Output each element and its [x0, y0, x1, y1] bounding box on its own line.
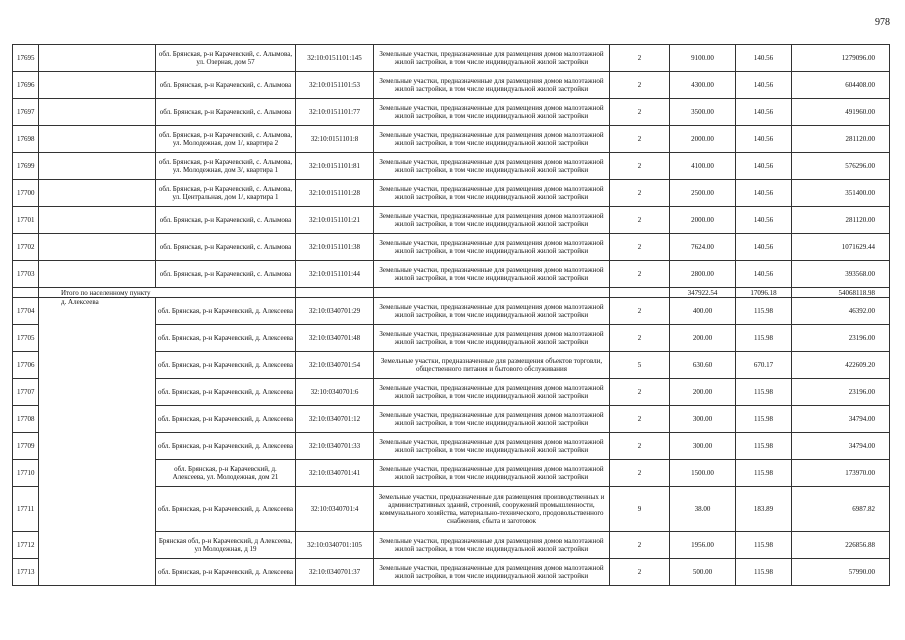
rate-cell: 115.98 [736, 298, 792, 325]
use-code-cell: 2 [610, 99, 670, 126]
cadastral-number-cell: 32:10:0151101:21 [296, 207, 374, 234]
area-cell: 300.00 [670, 406, 736, 433]
land-use-cell: Земельные участки, предназначенные для размещения домов малоэтажной жилой застройки, в том числе индивидуальной жилой застройки [374, 234, 610, 261]
rate-cell: 670.17 [736, 352, 792, 379]
cadastral-value-cell: 281120.00 [792, 126, 890, 153]
use-code-cell: 2 [610, 325, 670, 352]
total-empty-cell [296, 288, 374, 298]
table-row [13, 298, 890, 325]
rate-cell: 115.98 [736, 379, 792, 406]
table-body [13, 45, 890, 586]
land-use-cell: Земельные участки, предназначенные для размещения домов малоэтажной жилой застройки, в том числе индивидуальной жилой застройки [374, 261, 610, 288]
total-empty-cell [610, 288, 670, 298]
address-cell: обл. Брянская, р-н Карачевский, д. Алексеева, ул. Молодежная, дом 21 [156, 460, 296, 487]
address-cell: обл. Брянская, р-н Карачевский, д. Алексеева [156, 352, 296, 379]
row-number: 17709 [13, 433, 39, 460]
area-cell: 200.00 [670, 379, 736, 406]
land-use-cell: Земельные участки, предназначенные для размещения домов малоэтажной жилой застройки, в том числе индивидуальной жилой застройки [374, 180, 610, 207]
cadastral-value-cell: 1279096.00 [792, 45, 890, 72]
land-use-cell: Земельные участки, предназначенные для размещения домов малоэтажной жилой застройки, в том числе индивидуальной жилой застройки [374, 153, 610, 180]
cadastral-value-cell: 57990.00 [792, 559, 890, 586]
cadastral-number-cell: 32:10:0151101:145 [296, 45, 374, 72]
total-sum: 54068118.98 [792, 288, 890, 298]
cadastral-value-cell: 226856.88 [792, 532, 890, 559]
use-code-cell: 2 [610, 298, 670, 325]
land-use-cell: Земельные участки, предназначенные для размещения домов малоэтажной жилой застройки, в том числе индивидуальной жилой застройки [374, 406, 610, 433]
rate-cell: 115.98 [736, 406, 792, 433]
locality-cell [39, 180, 156, 207]
land-use-cell: Земельные участки, предназначенные для размещения объектов торговли, общественного питания и бытового обслуживания [374, 352, 610, 379]
cadastral-value-cell: 491960.00 [792, 99, 890, 126]
cadastral-value-cell: 576296.00 [792, 153, 890, 180]
use-code-cell: 2 [610, 406, 670, 433]
row-number: 17704 [13, 298, 39, 325]
locality-cell [39, 45, 156, 72]
cadastral-value-cell: 281120.00 [792, 207, 890, 234]
cadastral-number-cell: 32:10:0340701:54 [296, 352, 374, 379]
use-code-cell: 2 [610, 559, 670, 586]
locality-cell [39, 153, 156, 180]
page-number: 978 [875, 17, 890, 28]
land-use-cell: Земельные участки, предназначенные для размещения домов малоэтажной жилой застройки, в том числе индивидуальной жилой застройки [374, 532, 610, 559]
address-cell: обл. Брянская, р-н Карачевский, с. Алымова, ул. Озерная, дом 57 [156, 45, 296, 72]
row-number: 17711 [13, 487, 39, 532]
row-number: 17701 [13, 207, 39, 234]
total-empty-cell [374, 288, 610, 298]
use-code-cell: 5 [610, 352, 670, 379]
row-number: 17698 [13, 126, 39, 153]
use-code-cell: 2 [610, 126, 670, 153]
total-area: 347922.54 [670, 288, 736, 298]
area-cell: 2800.00 [670, 261, 736, 288]
cadastral-value-cell: 23196.00 [792, 325, 890, 352]
address-cell: обл. Брянская, р-н Карачевский, с. Алымова [156, 72, 296, 99]
table-row [13, 153, 890, 180]
row-number: 17713 [13, 559, 39, 586]
area-cell: 2000.00 [670, 207, 736, 234]
cadastral-number-cell: 32:10:0340701:41 [296, 460, 374, 487]
rate-cell: 115.98 [736, 532, 792, 559]
table-row [13, 45, 890, 72]
row-number: 17697 [13, 99, 39, 126]
address-cell: обл. Брянская, р-н Карачевский, с. Алымова [156, 261, 296, 288]
use-code-cell: 2 [610, 45, 670, 72]
cadastral-number-cell: 32:10:0340701:12 [296, 406, 374, 433]
area-cell: 500.00 [670, 559, 736, 586]
total-label: Итого по населенному пункту [39, 288, 296, 298]
locality-cell [39, 261, 156, 288]
address-cell: обл. Брянская, р-н Карачевский, д. Алексеева [156, 406, 296, 433]
table-row [13, 207, 890, 234]
land-use-cell: Земельные участки, предназначенные для размещения домов малоэтажной жилой застройки, в том числе индивидуальной жилой застройки [374, 72, 610, 99]
land-use-cell: Земельные участки, предназначенные для размещения домов малоэтажной жилой застройки, в том числе индивидуальной жилой застройки [374, 325, 610, 352]
land-use-cell: Земельные участки, предназначенные для размещения домов малоэтажной жилой застройки, в том числе индивидуальной жилой застройки [374, 45, 610, 72]
row-number: 17706 [13, 352, 39, 379]
cadastral-number-cell: 32:10:0151101:77 [296, 99, 374, 126]
land-use-cell: Земельные участки, предназначенные для размещения производственных и административных зданий, строений, сооружений промышленности, коммунального хозяйства, материально-технического, продовольственного снабжения, сбыта и заготовок [374, 487, 610, 532]
row-number: 17710 [13, 460, 39, 487]
address-cell: Брянская обл, р-н Карачевский, д Алексеева, ул Молодежная, д 19 [156, 532, 296, 559]
address-cell: обл. Брянская, р-н Карачевский, с. Алымова, ул. Молодежная, дом 3/, квартира 1 [156, 153, 296, 180]
land-use-cell: Земельные участки, предназначенные для размещения домов малоэтажной жилой застройки, в том числе индивидуальной жилой застройки [374, 460, 610, 487]
area-cell: 2500.00 [670, 180, 736, 207]
cadastral-number-cell: 32:10:0340701:48 [296, 325, 374, 352]
use-code-cell: 2 [610, 261, 670, 288]
cadastral-number-cell: 32:10:0151101:81 [296, 153, 374, 180]
cadastral-number-cell: 32:10:0340701:105 [296, 532, 374, 559]
row-number: 17702 [13, 234, 39, 261]
cadastral-number-cell: 32:10:0340701:4 [296, 487, 374, 532]
cadastral-value-cell: 23196.00 [792, 379, 890, 406]
cadastral-number-cell: 32:10:0151101:53 [296, 72, 374, 99]
land-use-cell: Земельные участки, предназначенные для размещения домов малоэтажной жилой застройки, в том числе индивидуальной жилой застройки [374, 433, 610, 460]
locality-cell [39, 234, 156, 261]
rate-cell: 140.56 [736, 126, 792, 153]
land-use-cell: Земельные участки, предназначенные для размещения домов малоэтажной жилой застройки, в том числе индивидуальной жилой застройки [374, 379, 610, 406]
address-cell: обл. Брянская, р-н Карачевский, д. Алексеева [156, 433, 296, 460]
row-number: 17703 [13, 261, 39, 288]
address-cell: обл. Брянская, р-н Карачевский, с. Алымова [156, 99, 296, 126]
rate-cell: 140.56 [736, 99, 792, 126]
table-row [13, 180, 890, 207]
land-use-cell: Земельные участки, предназначенные для размещения домов малоэтажной жилой застройки, в том числе индивидуальной жилой застройки [374, 207, 610, 234]
locality-cell [39, 99, 156, 126]
address-cell: обл. Брянская, р-н Карачевский, с. Алымова [156, 207, 296, 234]
use-code-cell: 2 [610, 207, 670, 234]
area-cell: 1956.00 [670, 532, 736, 559]
address-cell: обл. Брянская, р-н Карачевский, с. Алымова [156, 234, 296, 261]
area-cell: 400.00 [670, 298, 736, 325]
land-use-cell: Земельные участки, предназначенные для размещения домов малоэтажной жилой застройки, в том числе индивидуальной жилой застройки [374, 126, 610, 153]
rate-cell: 183.89 [736, 487, 792, 532]
land-plot-table [12, 44, 890, 586]
rate-cell: 140.56 [736, 72, 792, 99]
cadastral-value-cell: 34794.00 [792, 406, 890, 433]
land-use-cell: Земельные участки, предназначенные для размещения домов малоэтажной жилой застройки, в том числе индивидуальной жилой застройки [374, 559, 610, 586]
row-number: 17708 [13, 406, 39, 433]
row-number: 17696 [13, 72, 39, 99]
area-cell: 38.00 [670, 487, 736, 532]
locality-cell [39, 72, 156, 99]
cadastral-value-cell: 34794.00 [792, 433, 890, 460]
table-row [13, 99, 890, 126]
cadastral-number-cell: 32:10:0151101:44 [296, 261, 374, 288]
address-cell: обл. Брянская, р-н Карачевский, д. Алексеева [156, 487, 296, 532]
locality-cell [39, 126, 156, 153]
rate-cell: 115.98 [736, 325, 792, 352]
rate-cell: 140.56 [736, 234, 792, 261]
rate-cell: 140.56 [736, 45, 792, 72]
cadastral-value-cell: 393568.00 [792, 261, 890, 288]
locality-total-row [13, 288, 890, 298]
address-cell: обл. Брянская, р-н Карачевский, д. Алексеева [156, 559, 296, 586]
land-use-cell: Земельные участки, предназначенные для размещения домов малоэтажной жилой застройки, в том числе индивидуальной жилой застройки [374, 99, 610, 126]
area-cell: 1500.00 [670, 460, 736, 487]
table-row [13, 234, 890, 261]
rate-cell: 115.98 [736, 460, 792, 487]
rate-cell: 140.56 [736, 153, 792, 180]
row-number: 17695 [13, 45, 39, 72]
rate-cell: 115.98 [736, 433, 792, 460]
locality-cell: д. Алексеева [39, 298, 156, 586]
cadastral-number-cell: 32:10:0340701:33 [296, 433, 374, 460]
row-number: 17699 [13, 153, 39, 180]
row-number: 17707 [13, 379, 39, 406]
cadastral-value-cell: 1071629.44 [792, 234, 890, 261]
use-code-cell: 2 [610, 180, 670, 207]
cadastral-value-cell: 173970.00 [792, 460, 890, 487]
rate-cell: 140.56 [736, 180, 792, 207]
address-cell: обл. Брянская, р-н Карачевский, д. Алексеева [156, 298, 296, 325]
cadastral-value-cell: 351400.00 [792, 180, 890, 207]
cadastral-number-cell: 32:10:0340701:29 [296, 298, 374, 325]
total-rate: 17096.18 [736, 288, 792, 298]
rate-cell: 140.56 [736, 207, 792, 234]
address-cell: обл. Брянская, р-н Карачевский, д. Алексеева [156, 379, 296, 406]
cadastral-value-cell: 422609.20 [792, 352, 890, 379]
use-code-cell: 2 [610, 433, 670, 460]
use-code-cell: 2 [610, 234, 670, 261]
area-cell: 300.00 [670, 433, 736, 460]
row-number: 17705 [13, 325, 39, 352]
area-cell: 4300.00 [670, 72, 736, 99]
cadastral-number-cell: 32:10:0151101:28 [296, 180, 374, 207]
cadastral-number-cell: 32:10:0340701:6 [296, 379, 374, 406]
land-use-cell: Земельные участки, предназначенные для размещения домов малоэтажной жилой застройки, в том числе индивидуальной жилой застройки [374, 298, 610, 325]
table-row [13, 126, 890, 153]
cadastral-number-cell: 32:10:0151101:8 [296, 126, 374, 153]
rate-cell: 140.56 [736, 261, 792, 288]
use-code-cell: 9 [610, 487, 670, 532]
rate-cell: 115.98 [736, 559, 792, 586]
cadastral-number-cell: 32:10:0151101:38 [296, 234, 374, 261]
row-number: 17712 [13, 532, 39, 559]
use-code-cell: 2 [610, 72, 670, 99]
row-number: 17700 [13, 180, 39, 207]
address-cell: обл. Брянская, р-н Карачевский, д. Алексеева [156, 325, 296, 352]
table-row [13, 261, 890, 288]
area-cell: 7624.00 [670, 234, 736, 261]
area-cell: 200.00 [670, 325, 736, 352]
area-cell: 9100.00 [670, 45, 736, 72]
locality-cell [39, 207, 156, 234]
area-cell: 630.60 [670, 352, 736, 379]
use-code-cell: 2 [610, 379, 670, 406]
use-code-cell: 2 [610, 460, 670, 487]
use-code-cell: 2 [610, 532, 670, 559]
area-cell: 4100.00 [670, 153, 736, 180]
cadastral-value-cell: 6987.82 [792, 487, 890, 532]
cadastral-number-cell: 32:10:0340701:37 [296, 559, 374, 586]
address-cell: обл. Брянская, р-н Карачевский, с. Алымова, ул. Центральная, дом 1/, квартира 1 [156, 180, 296, 207]
area-cell: 3500.00 [670, 99, 736, 126]
use-code-cell: 2 [610, 153, 670, 180]
area-cell: 2000.00 [670, 126, 736, 153]
address-cell: обл. Брянская, р-н Карачевский, с. Алымова, ул. Молодежная, дом 1/, квартира 2 [156, 126, 296, 153]
cadastral-value-cell: 46392.00 [792, 298, 890, 325]
table-row [13, 72, 890, 99]
cadastral-value-cell: 604408.00 [792, 72, 890, 99]
total-num-cell [13, 288, 39, 298]
